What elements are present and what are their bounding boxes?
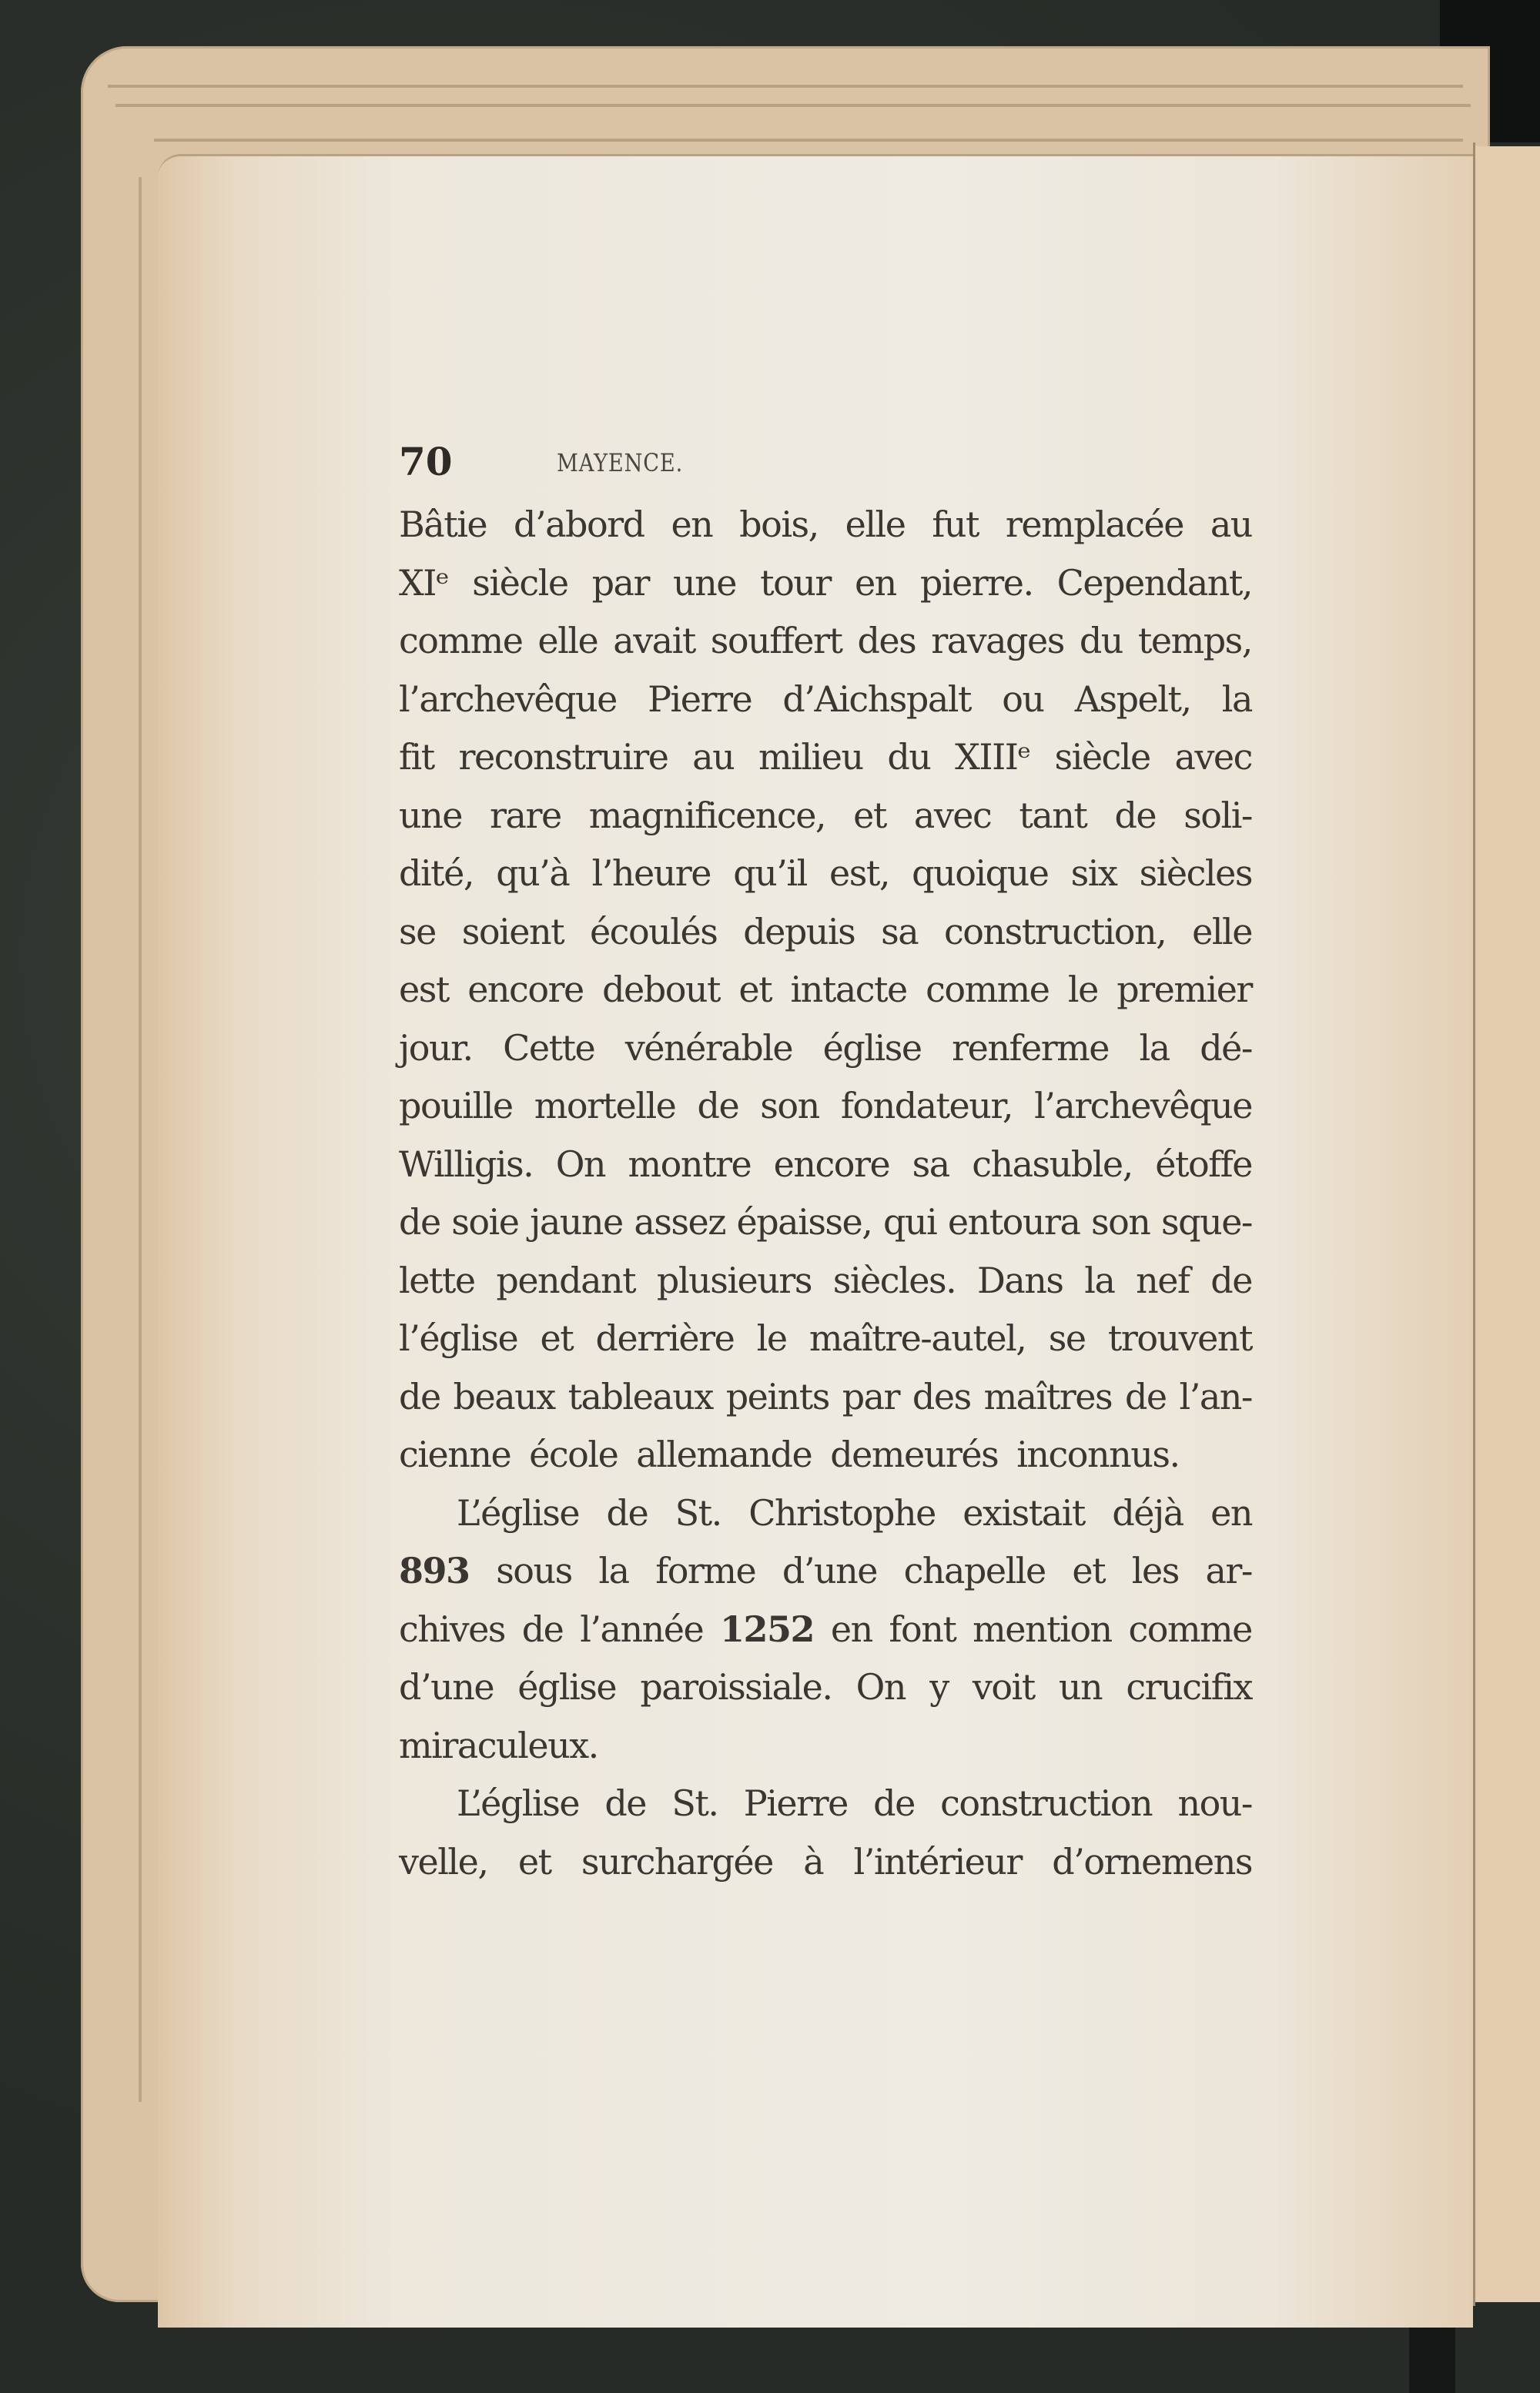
word: avec [913,794,992,836]
text-line [399,1426,1252,1484]
page-text-block [399,431,1252,1891]
word: et [517,1840,551,1883]
word: d’ornemens [1052,1840,1252,1883]
text-line [399,787,1252,845]
text-line [399,554,1252,613]
word: derrière [595,1317,735,1359]
word: l’heure [591,852,711,894]
word: Aspelt, [1074,678,1191,720]
word: temps, [1137,620,1252,661]
word: Willigis. [399,1143,534,1185]
page-edge-line [116,104,1471,107]
word: construction, [944,910,1167,952]
word: dité, [399,852,474,894]
word: l’an- [1179,1375,1252,1417]
text-line [399,1717,1252,1776]
word: la [598,1550,629,1591]
facing-page-edge [1475,146,1540,2302]
word: fut [932,504,979,545]
word: Pierre [648,678,752,720]
text-line [399,612,1252,671]
word: sa [912,1143,949,1185]
word: elle [1192,910,1252,952]
word: le [1067,969,1098,1010]
page-number: 70 [399,439,453,484]
word: magnificence, [588,794,826,836]
word: Cependant, [1056,561,1252,604]
word: en [671,504,713,545]
word: les [1131,1550,1179,1591]
word: d’Aichspalt [782,678,971,720]
word: On [555,1143,606,1185]
word: XIIIᵉ [955,736,1030,778]
word: y [929,1666,949,1708]
word: Bâtie [399,504,487,545]
word: elle [845,504,906,545]
word: soie [451,1201,519,1243]
word: miraculeux. [399,1724,598,1766]
word: qui [882,1201,937,1243]
word: souffert [710,620,842,661]
word: avec [1174,736,1252,778]
word: chives [399,1608,505,1650]
word: entoura [947,1201,1080,1243]
word: six [1070,852,1117,894]
word: l’année [580,1608,704,1650]
word: elle [537,620,598,661]
word: assez [634,1201,725,1243]
word: soient [461,910,564,952]
word: en [830,1608,872,1650]
text-line [399,903,1252,962]
word: mention [973,1608,1112,1650]
paragraph [399,1775,1252,1891]
word: sous [496,1550,572,1591]
word: la [1139,1026,1170,1069]
word: soli- [1183,794,1252,836]
word: font [889,1608,956,1650]
word: qu’à [496,852,570,894]
word: à [803,1840,824,1883]
word: peints [725,1375,829,1417]
paragraph [399,1484,1252,1776]
word: pendant [496,1259,636,1301]
word: construction [940,1782,1153,1824]
word: allemande [636,1434,812,1475]
word: l’église [399,1317,518,1359]
body-text [399,496,1252,1891]
word: encore [467,969,584,1010]
word: avait [613,620,695,661]
word: tableaux [567,1375,713,1417]
word: demeurés [830,1434,999,1475]
word: jaune [530,1201,623,1243]
word: nou- [1177,1782,1252,1824]
word: la [1221,678,1252,720]
word: d’une [399,1666,494,1708]
text-line [399,1368,1252,1427]
word: intacte [790,969,907,1010]
word: ravages [931,620,1064,661]
word: St. [671,1782,718,1824]
word: se [1048,1317,1086,1359]
text-line [399,1019,1252,1078]
text-line [399,1601,1252,1659]
word: lette [399,1259,475,1301]
word: est, [829,852,889,894]
word: au [692,736,735,778]
word: pouille [399,1085,513,1126]
word: et [540,1317,574,1359]
word: son [1091,1201,1150,1243]
text-line [399,728,1252,787]
word: L’église [457,1782,580,1824]
word: l’intérieur [853,1840,1022,1883]
text-line [399,1484,1252,1543]
page-edge-line [139,177,142,2102]
word: surchargée [581,1840,773,1883]
word: de [1114,794,1157,836]
word: premier [1116,969,1252,1010]
word: beaux [453,1375,555,1417]
word: de [399,1201,440,1243]
word: de [697,1085,739,1126]
page-edge-line [154,139,1463,142]
word: inconnus. [1016,1434,1180,1475]
text-line [399,496,1252,554]
word: trouvent [1107,1317,1252,1359]
word: du [887,736,931,778]
page-edge-line [108,85,1463,88]
word: siècles [1139,852,1252,894]
word: de [606,1491,648,1534]
word: de [604,1782,647,1824]
word: paroissiale. [640,1666,832,1708]
word: rare [490,794,561,836]
text-line [399,1542,1252,1601]
word: comme [1128,1608,1252,1650]
word: le [756,1317,787,1359]
word: et [1072,1550,1106,1591]
word: des [857,620,916,661]
word: tant [1019,794,1087,836]
word: une [399,794,462,836]
text-line [399,1136,1252,1194]
word: fondateur, [840,1085,1013,1126]
word: St. [675,1491,721,1534]
running-title: MAYENCE. [557,448,684,477]
word: par [591,561,649,604]
word: 1252 [720,1608,815,1650]
word: 893 [399,1550,470,1591]
word: pierre. [919,561,1033,604]
word: milieu [758,736,863,778]
running-head [399,431,1252,500]
word: crucifix [1126,1666,1252,1708]
word: chapelle [903,1550,1046,1591]
word: ou [1002,678,1044,720]
text-line [399,1193,1252,1252]
word: l’archevêque [399,678,617,720]
word: et [853,794,886,836]
word: chasuble, [972,1143,1133,1185]
word: de [399,1375,440,1417]
word: et [738,969,772,1010]
word: plusieurs [656,1259,812,1301]
text-line [399,1077,1252,1136]
word: forme [655,1550,756,1591]
text-line [399,1833,1252,1892]
word: debout [602,969,721,1010]
text-line [399,1252,1252,1310]
text-line [399,1775,1252,1833]
word: L’église [457,1491,580,1534]
word: un [1058,1666,1103,1708]
word: fit [399,736,434,778]
word: par [842,1375,900,1417]
word: siècle [472,561,568,604]
word: existait [962,1491,1085,1534]
word: épaisse, [736,1201,872,1243]
text-line [399,1310,1252,1368]
word: la [1084,1259,1115,1301]
word: nef [1136,1259,1190,1301]
word: mortelle [534,1085,676,1126]
word: cienne [399,1434,511,1475]
word: sa [881,910,919,952]
word: velle, [399,1840,488,1883]
word: en [1210,1491,1252,1534]
word: église [822,1026,922,1069]
word: de [1124,1375,1167,1417]
word: dé- [1200,1026,1252,1069]
word: quoique [912,852,1049,894]
word: montre [628,1143,752,1185]
word: Dans [976,1259,1063,1301]
word: se [399,910,436,952]
word: voit [972,1666,1035,1708]
word: vénérable [624,1026,793,1069]
word: comme [399,620,523,661]
word: jour. [399,1026,473,1069]
word: en [854,561,896,604]
word: encore [773,1143,890,1185]
word: XIᵉ [399,561,449,604]
word: Cette [503,1026,595,1069]
word: une [673,561,737,604]
word: écoulés [589,910,718,952]
word: de [1210,1259,1252,1301]
book-gutter [1473,142,1475,2306]
word: renferme [952,1026,1110,1069]
word: des [912,1375,971,1417]
word: ar- [1205,1550,1252,1591]
word: Pierre [743,1782,848,1824]
word: sque- [1161,1201,1252,1243]
word: qu’il [733,852,807,894]
word: au [1210,504,1252,545]
word: déjà [1112,1491,1183,1534]
paragraph [399,496,1252,1484]
word: tour [760,561,831,604]
word: d’une [782,1550,877,1591]
word: de [521,1608,564,1650]
word: maître-autel, [808,1317,1026,1359]
word: église [517,1666,617,1708]
word: Christophe [748,1491,936,1534]
word: reconstruire [458,736,668,778]
text-line [399,961,1252,1019]
word: siècle [1054,736,1150,778]
word: étoffe [1155,1143,1252,1185]
word: maîtres [983,1375,1113,1417]
word: école [529,1434,618,1475]
text-line [399,845,1252,903]
word: depuis [743,910,855,952]
word: On [855,1666,906,1708]
word: siècles. [832,1259,956,1301]
text-line [399,1658,1252,1717]
word: du [1079,620,1123,661]
word: bois, [739,504,819,545]
word: l’archevêque [1034,1085,1252,1126]
word: d’abord [514,504,644,545]
text-line [399,671,1252,729]
word: comme [926,969,1050,1010]
word: est [399,969,449,1010]
word: remplacée [1005,504,1183,545]
word: son [760,1085,819,1126]
word: de [873,1782,915,1824]
